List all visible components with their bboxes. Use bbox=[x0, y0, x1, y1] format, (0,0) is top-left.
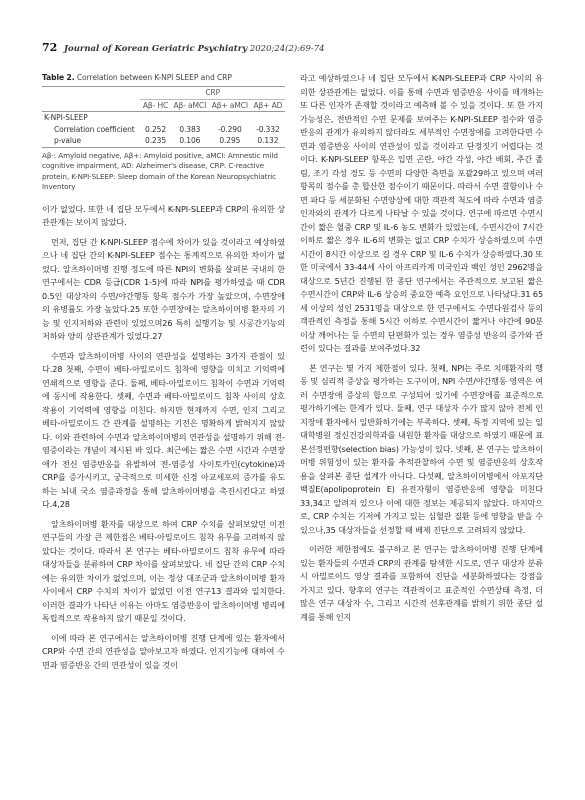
table-corner bbox=[42, 87, 140, 100]
column-header: Aβ- aMCI bbox=[173, 100, 207, 110]
left-column bbox=[42, 72, 285, 678]
table-cell: 0.295 bbox=[219, 136, 241, 145]
body-paragraph: 본 연구는 몇 가지 제한점이 있다. 첫째, NPI는 주로 치매환자의 행동 및 심리적 증상을 평가하는 도구이며, NPI 수면/야간행동 영역은 여러 수면장애 증상의 합으로 구성되어 있기에 수면장애를 표준적으로 평가하기에는 한계가 있다. 둘째, 연구 대상자 수가 많지 않아 전체 인지장애 환자에서 일반화하기에는 부족하다. 셋째, 특정 지역에 있는 일 대학병원 정신건강의학과를 내원한 환자를 대상으로 하였기 때문에 표본선정편향(selection bias) 가능성이 있다. 넷째, 본 연구는 알츠하이머병 위험성이 있는 환자를 추적관찰하여 수면 및 염증반응의 상호작용을 살펴본 종단 설계가 아니다. 다섯째, 알츠하이머병에서 아포지단백질E(apolipoprotein E) 유전자형이 염증반응에 영향을 미친다33,34고 알려져 있으나 이에 대한 정보는 제공되지 않았다. 마지막으로, CRP 수치는 기저에 가지고 있는 심혈관 질환 등에 영향을 받을 수 있으나,35 대상자들을 선정할 때 배제 진단으로 고려되지 않았다. bbox=[300, 362, 543, 535]
body-paragraph: 먼저, 집단 간 K-NPI-SLEEP 점수에 차이가 있을 것이라고 예상하였으나 네 집단 간의 K-NPI-SLEEP 점수는 통계적으로 유의한 차이가 없었다. 알츠하이머병 진행 정도에 따른 NPI의 변화를 살펴본 국내의 한 연구에서는 CDR 등급(CDR 1-5)에 따라 NPI를 평가하였을 때 CDR 0.5인 대상자의 수면/야간행동 항목 점수가 가장 높았으며, 수면장애의 유병률도 가장 높았다.25 또한 수면장애는 알츠하이머병 환자의 기능 및 인지저하와 관련이 있었으며26 특히 실행기능 및 시공간기능의 저하와 양의 상관관계가 있었다.27 bbox=[42, 236, 285, 341]
table-row bbox=[42, 135, 285, 147]
journal-citation: 2020;24(2):69-74 bbox=[249, 44, 325, 54]
table-label: Table 2. bbox=[42, 73, 75, 82]
body-paragraph: 라고 예상하였으나 네 집단 모두에서 K-NPI-SLEEP과 CRP 사이의 유의한 상관관계는 없었다. 이를 통해 수면과 염증반응 사이를 매개하는 또 다른 인자가 존재할 것이라고 예측해 볼 수 있을 것이다. 또 한 가지 가능성은, 전반적인 수면 문제를 보여주는 K-NPI-SLEEP 점수와 염증반응의 관계가 유의하지 않더라도 세부적인 수면장애를 고려한다면 수면과 염증반응 사이의 연관성이 있을 것이라고 단정짓기 어렵다는 것이다. K-NPI-SLEEP 항목은 입면 곤란, 야간 각성, 야간 배회, 주간 졸림, 조기 각성 경도 등 수면의 다양한 측면을 포괄29하고 있으며 여러 항목의 점수를 총 합산한 점수이기 때문이다. 따라서 수면 결함이나 수면 파다 등 세분화된 수면양상에 대한 객관적 척도에 따라 수면과 염증인자와의 관계가 다르게 나타날 수 있을 것이다. 연구에 따르면 수면시간이 짧은 혈중 CRP 및 IL-6 농도 변화가 있었는데, 수면시간이 7시간 이하로 짧은 경우 IL-6의 변화는 없고 CRP 수치가 상승하였으며 수면시간이 8시간 이상으로 길 경우 CRP 및 IL-6 수치가 상승하였다.30 또한 미국에서 33-44세 사이 아프리카계 미국인과 백인 성인 2962명을 대상으로 5년간 진행된 한 종단 연구에서는 주관적으로 보고된 짧은 수면시간이 CRP와 IL-6 상승의 중요한 예측 요인으로 나타났다.31 65세 이상의 성인 2531명을 대상으로 한 연구에서도 수면다원검사 등의 객관적인 측정을 통해 5시간 이하로 수면시간이 짧거나 야간에 90분 이상 깨어나는 등 수면의 단편화가 있는 경우 염증성 반응의 증가와 관련이 있다는 결과를 보여주었다.32 bbox=[300, 73, 543, 353]
table-corner-2 bbox=[42, 99, 140, 112]
column-header: Aβ- HC bbox=[142, 100, 169, 110]
table-cell: 0.132 bbox=[257, 136, 279, 145]
table-cell: 0.252 bbox=[145, 124, 167, 134]
body-paragraph: 이가 없었다. 또한 네 집단 모두에서 K-NPI-SLEEP과 CRP의 유의한 상관관계는 보이지 않았다. bbox=[42, 203, 285, 227]
table-cell: 0.235 bbox=[145, 136, 167, 145]
table-group-header: CRP bbox=[140, 87, 285, 100]
body-paragraph: 이러한 제한점에도 불구하고 본 연구는 알츠하이머병 진행 단계에 있는 환자들의 수면과 CRP의 관계를 탐색한 시도로, 연구 대상자 분류 시 아밀로이드 영상 결과를 포함하여 진단을 세분화하였다는 강점을 가지고 있다. 향후의 연구는 객관적이고 표준적인 수면상태 측정, 더 많은 연구 대상자 수, 그리고 시간적 선후관계를 밝히기 위한 종단 설계를 통해 인지 bbox=[300, 544, 543, 622]
table-cell: -0.290 bbox=[218, 124, 242, 134]
row-group-label: K-NPI-SLEEP bbox=[44, 113, 88, 122]
body-paragraph: 수면과 알츠하이머병 사이의 연관성을 설명하는 3가지 관점이 있다.28 첫째, 수면이 베타-아밀로이드 침착에 영향을 미치고 기억력에 연쇄적으로 영향을 준다. 둘째, 베타-아밀로이드 침착이 수면과 기억력에 동시에 작용한다. 셋째, 수면과 베타-아밀로이드 침착 사이의 상호작용이 기억력에 영향을 미친다. 하지만 현재까지 수면, 인지 그리고 베타-아밀로이드 간 관계를 설명하는 기전은 명확하게 밝혀지지 않았다. 이와 관련하여 수면과 알츠하이머병의 연관성을 설명하기 위해 전-염증이라는 개념이 제시된 바 있다. 최근에는 짧은 수면 시간과 수면장애가 전신 염증반응을 유발하여 전-염증성 사이토카인(cytokine)과 CRP를 증가시키고, 궁극적으로 미세한 신경 아교세포의 증가를 유도하는 뇌내 국소 염증과정을 통해 알츠하이머병을 촉진시킨다고 하였다.4,28 bbox=[42, 350, 285, 509]
page-number: 72 bbox=[42, 41, 58, 54]
column-header: Aβ+ AD bbox=[253, 100, 283, 110]
column-header: Aβ+ aMCI bbox=[211, 100, 248, 110]
table-caption bbox=[42, 72, 285, 83]
table-title: Correlation between K-NPI SLEEP and CRP bbox=[76, 73, 232, 82]
body-paragraph: 알츠하이머병 환자를 대상으로 하여 CRP 수치를 살펴보았던 이전 연구들의 가장 큰 제한점은 베타-아밀로이드 침착 유무를 고려하지 않았다는 것이다. 따라서 본 연구는 베타-아밀로이드 침착 유무에 따라 대상자들을 분류하여 CRP 차이를 살펴보았다. 네 집단 간의 CRP 수치에는 유의한 차이가 없었으며, 이는 정상 대조군과 알츠하이머병 환자 사이에서 CRP 수치의 차이가 없었던 이전 연구13 결과와 일치한다. 이러한 결과가 나타난 이유는 아마도 염증반응이 알츠하이머병 병리에 독립적으로 작용하지 않기 때문일 것이다. bbox=[42, 518, 285, 623]
table-cell: 0.383 bbox=[179, 124, 201, 134]
correlation-table bbox=[42, 86, 285, 148]
table-cell: 0.106 bbox=[179, 136, 201, 145]
journal-name: Journal of Korean Geriatric Psychiatry bbox=[64, 44, 248, 54]
running-header bbox=[42, 41, 552, 54]
body-paragraph: 이에 따라 본 연구에서는 알츠하이머병 진행 단계에 있는 환자에서 CRP와 수면 간의 연관성을 알아보고자 하였다. 인지기능에 대하여 수면과 염증반응 간의 연관성이 있을 것이 bbox=[42, 632, 285, 670]
row-label: p-value bbox=[54, 136, 82, 145]
table-row bbox=[42, 112, 285, 124]
table-cell: -0.332 bbox=[256, 124, 280, 134]
table-footnote: Aβ-: Amyloid negative, Aβ+: Amyloid positive, aMCI: Amnestic mild cognitive impairment, AD: Alzheimer's disease, CRP: C-reactive protein, K-NPI-SLEEP: Sleep domain of the Korean Neuropsychiatric Inventory bbox=[42, 150, 278, 191]
right-column bbox=[300, 72, 543, 630]
row-label: Correlation coefficient bbox=[54, 124, 135, 134]
table-row bbox=[42, 124, 285, 136]
